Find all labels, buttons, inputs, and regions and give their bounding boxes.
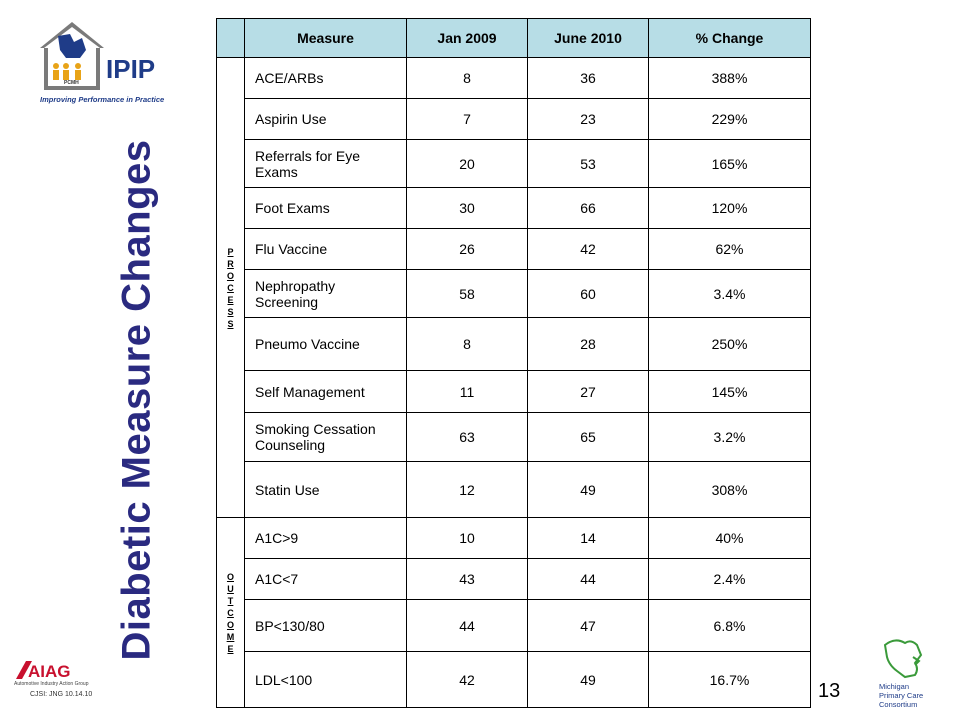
june-cell: 23 bbox=[528, 99, 649, 140]
mpcc-line2: Primary Care bbox=[879, 691, 924, 700]
table-row bbox=[217, 600, 811, 652]
jan-cell: 44 bbox=[407, 600, 528, 652]
june-cell: 14 bbox=[528, 518, 649, 559]
table-row bbox=[217, 462, 811, 518]
june-cell: 47 bbox=[528, 600, 649, 652]
june-cell: 28 bbox=[528, 318, 649, 371]
table-row bbox=[217, 559, 811, 600]
header-corner bbox=[217, 19, 245, 58]
footer-code: CJSI: JNG 10.14.10 bbox=[30, 691, 93, 698]
measure-cell: A1C<7 bbox=[245, 559, 407, 600]
mpcc-logo bbox=[875, 635, 945, 710]
june-cell: 65 bbox=[528, 413, 649, 462]
measure-cell: Smoking Cessation Counseling bbox=[245, 413, 407, 462]
measure-cell: Referrals for Eye Exams bbox=[245, 140, 407, 188]
change-cell: 62% bbox=[649, 229, 811, 270]
change-cell: 3.4% bbox=[649, 270, 811, 318]
table-row bbox=[217, 58, 811, 99]
measure-cell: BP<130/80 bbox=[245, 600, 407, 652]
group-label-outcome: O U T C O M E bbox=[217, 518, 245, 708]
jan-cell: 8 bbox=[407, 58, 528, 99]
header-measure: Measure bbox=[245, 19, 407, 58]
change-cell: 6.8% bbox=[649, 600, 811, 652]
measure-cell: ACE/ARBs bbox=[245, 58, 407, 99]
jan-cell: 58 bbox=[407, 270, 528, 318]
june-cell: 49 bbox=[528, 652, 649, 708]
jan-cell: 30 bbox=[407, 188, 528, 229]
table-row bbox=[217, 371, 811, 413]
jan-cell: 43 bbox=[407, 559, 528, 600]
june-cell: 27 bbox=[528, 371, 649, 413]
mpcc-line3: Consortium bbox=[879, 700, 918, 709]
measure-cell: Aspirin Use bbox=[245, 99, 407, 140]
jan-cell: 42 bbox=[407, 652, 528, 708]
jan-cell: 26 bbox=[407, 229, 528, 270]
jan-cell: 8 bbox=[407, 318, 528, 371]
june-cell: 36 bbox=[528, 58, 649, 99]
header-june-2010: June 2010 bbox=[528, 19, 649, 58]
table-row bbox=[217, 518, 811, 559]
june-cell: 42 bbox=[528, 229, 649, 270]
jan-cell: 10 bbox=[407, 518, 528, 559]
measure-cell: A1C>9 bbox=[245, 518, 407, 559]
table-row bbox=[217, 140, 811, 188]
measures-table bbox=[216, 18, 811, 708]
change-cell: 250% bbox=[649, 318, 811, 371]
change-cell: 120% bbox=[649, 188, 811, 229]
june-cell: 60 bbox=[528, 270, 649, 318]
table-row bbox=[217, 652, 811, 708]
ipip-logo-text: IPIP bbox=[106, 54, 156, 84]
table-row bbox=[217, 188, 811, 229]
table-row bbox=[217, 413, 811, 462]
change-cell: 308% bbox=[649, 462, 811, 518]
jan-cell: 20 bbox=[407, 140, 528, 188]
measure-cell: Statin Use bbox=[245, 462, 407, 518]
group-label-process: P R O C E S S bbox=[217, 58, 245, 518]
change-cell: 2.4% bbox=[649, 559, 811, 600]
header-jan-2009: Jan 2009 bbox=[407, 19, 528, 58]
slide-title-container bbox=[0, 0, 190, 720]
table-row bbox=[217, 270, 811, 318]
jan-cell: 12 bbox=[407, 462, 528, 518]
jan-cell: 63 bbox=[407, 413, 528, 462]
mpcc-line1: Michigan bbox=[879, 682, 910, 691]
change-cell: 388% bbox=[649, 58, 811, 99]
page-number: 13 bbox=[818, 680, 841, 702]
change-cell: 165% bbox=[649, 140, 811, 188]
aiag-subtitle: Automotive Industry Action Group bbox=[14, 681, 89, 687]
measure-cell: LDL<100 bbox=[245, 652, 407, 708]
table-row bbox=[217, 229, 811, 270]
change-cell: 40% bbox=[649, 518, 811, 559]
june-cell: 44 bbox=[528, 559, 649, 600]
change-cell: 16.7% bbox=[649, 652, 811, 708]
measure-cell: Foot Exams bbox=[245, 188, 407, 229]
table-row bbox=[217, 318, 811, 371]
june-cell: 66 bbox=[528, 188, 649, 229]
aiag-logo-text: AIAG bbox=[28, 662, 71, 681]
table-header-row bbox=[217, 19, 811, 58]
change-cell: 3.2% bbox=[649, 413, 811, 462]
slide-title: Diabetic Measure Changes bbox=[114, 139, 159, 661]
ipip-tagline: Improving Performance in Practice bbox=[40, 95, 165, 104]
jan-cell: 11 bbox=[407, 371, 528, 413]
change-cell: 145% bbox=[649, 371, 811, 413]
june-cell: 49 bbox=[528, 462, 649, 518]
jan-cell: 7 bbox=[407, 99, 528, 140]
measure-cell: Flu Vaccine bbox=[245, 229, 407, 270]
measure-cell: Self Management bbox=[245, 371, 407, 413]
change-cell: 229% bbox=[649, 99, 811, 140]
measure-cell: Nephropathy Screening bbox=[245, 270, 407, 318]
pcmh-badge-text: PCMH bbox=[64, 80, 79, 86]
table-row bbox=[217, 99, 811, 140]
header-percent-change: % Change bbox=[649, 19, 811, 58]
june-cell: 53 bbox=[528, 140, 649, 188]
measure-cell: Pneumo Vaccine bbox=[245, 318, 407, 371]
